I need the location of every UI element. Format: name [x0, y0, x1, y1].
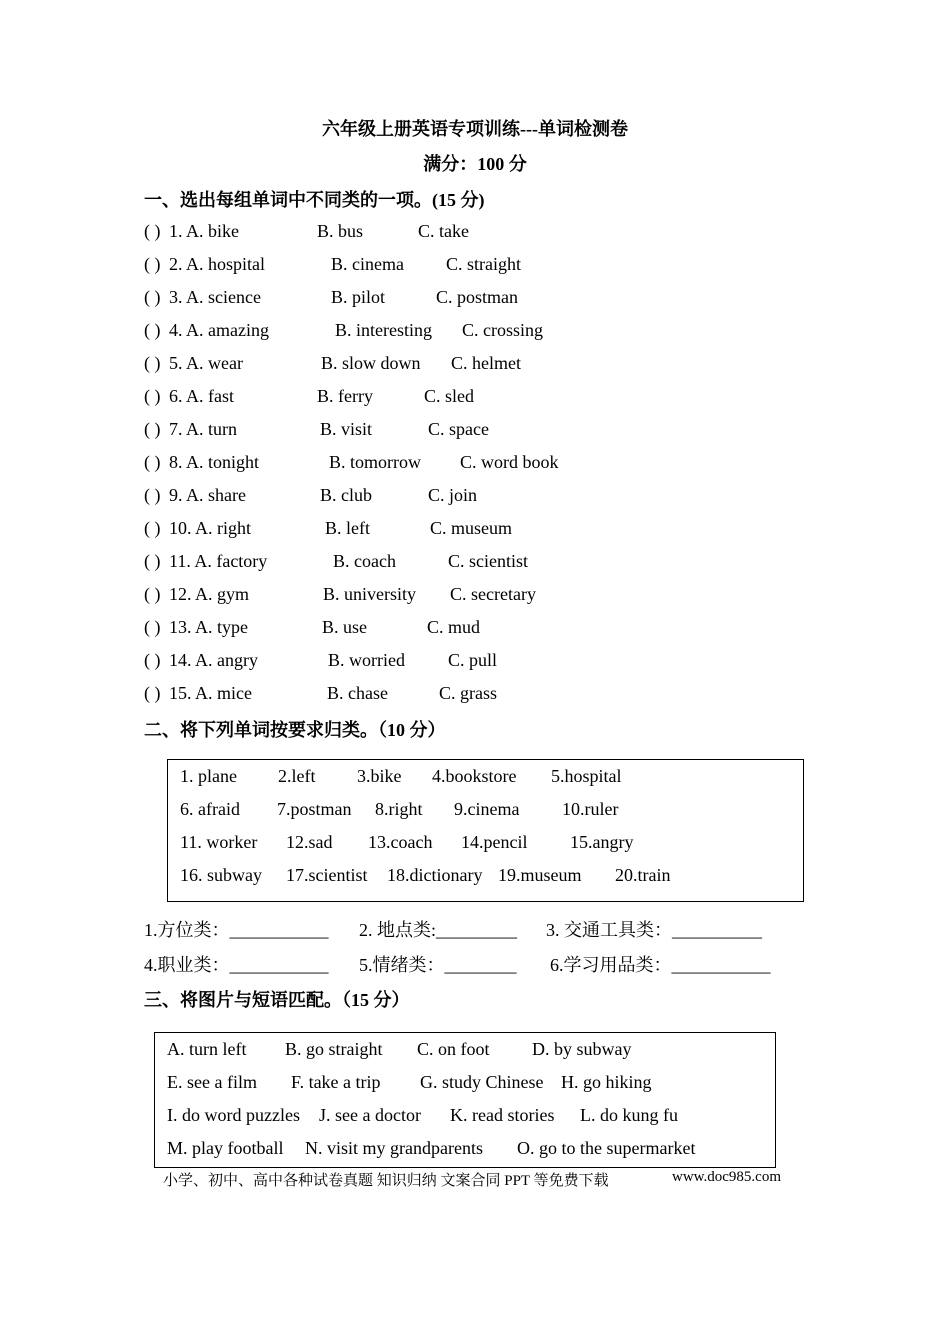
section1-heading: 一、选出每组单词中不同类的一项。(15 分) — [144, 190, 485, 210]
category-blank[interactable]: 5.情绪类：________ — [359, 955, 517, 975]
word-item: 17.scientist — [286, 865, 368, 885]
option-b: B. ferry — [317, 386, 373, 406]
phrase-item: G. study Chinese — [420, 1072, 544, 1092]
word-item: 7.postman — [277, 799, 352, 819]
option-b: B. visit — [320, 419, 373, 439]
answer-blank[interactable]: ( ) — [144, 650, 161, 670]
option-c: C. pull — [448, 650, 498, 670]
answer-blank[interactable]: ( ) — [144, 254, 161, 274]
option-a: 3. A. science — [169, 287, 261, 307]
answer-blank[interactable]: ( ) — [144, 518, 161, 538]
section2-heading: 二、将下列单词按要求归类。（10 分） — [144, 720, 446, 740]
option-a: 8. A. tonight — [169, 452, 260, 472]
answer-blank[interactable]: ( ) — [144, 320, 161, 340]
option-b: B. interesting — [335, 320, 432, 340]
word-bank-box — [167, 759, 804, 902]
phrase-item: M. play football — [167, 1138, 284, 1158]
option-c: C. postman — [436, 287, 519, 307]
option-a: 6. A. fast — [169, 386, 234, 406]
answer-blank[interactable]: ( ) — [144, 287, 161, 307]
option-b: B. bus — [317, 221, 364, 241]
option-c: C. sled — [424, 386, 475, 406]
option-b: B. slow down — [321, 353, 421, 373]
option-b: B. club — [320, 485, 372, 505]
option-b: B. chase — [327, 683, 388, 703]
category-blank[interactable]: 2. 地点类:_________ — [359, 920, 518, 940]
word-item: 12.sad — [286, 832, 333, 852]
section3-heading: 三、将图片与短语匹配。（15 分） — [144, 990, 410, 1010]
option-a: 2. A. hospital — [169, 254, 266, 274]
option-c: C. word book — [460, 452, 559, 472]
word-item: 5.hospital — [551, 766, 622, 786]
word-item: 16. subway — [180, 865, 262, 885]
option-b: B. university — [323, 584, 416, 604]
option-c: C. crossing — [462, 320, 543, 340]
answer-blank[interactable]: ( ) — [144, 452, 161, 472]
phrase-item: O. go to the supermarket — [517, 1138, 696, 1158]
option-b: B. use — [322, 617, 367, 637]
option-c: C. helmet — [451, 353, 521, 373]
option-a: 12. A. gym — [169, 584, 250, 604]
option-a: 15. A. mice — [169, 683, 252, 703]
phrase-item: K. read stories — [450, 1105, 555, 1125]
category-blank[interactable]: 3. 交通工具类：__________ — [546, 920, 762, 940]
word-item: 13.coach — [368, 832, 433, 852]
word-item: 20.train — [615, 865, 671, 885]
phrase-box — [154, 1032, 776, 1168]
answer-blank[interactable]: ( ) — [144, 617, 161, 637]
option-c: C. secretary — [450, 584, 536, 604]
answer-blank[interactable]: ( ) — [144, 353, 161, 373]
option-b: B. cinema — [331, 254, 404, 274]
phrase-item: N. visit my grandparents — [305, 1138, 483, 1158]
option-a: 13. A. type — [169, 617, 248, 637]
option-a: 5. A. wear — [169, 353, 243, 373]
answer-blank[interactable]: ( ) — [144, 221, 161, 241]
option-a: 9. A. share — [169, 485, 246, 505]
option-c: C. scientist — [448, 551, 528, 571]
option-b: B. coach — [333, 551, 396, 571]
option-a: 1. A. bike — [169, 221, 239, 241]
category-blank[interactable]: 4.职业类：___________ — [144, 955, 329, 975]
option-c: C. grass — [439, 683, 497, 703]
option-a: 11. A. factory — [169, 551, 268, 571]
word-item: 8.right — [375, 799, 423, 819]
option-c: C. join — [428, 485, 478, 505]
option-a: 14. A. angry — [169, 650, 258, 670]
option-b: B. pilot — [331, 287, 386, 307]
option-c: C. museum — [430, 518, 513, 538]
answer-blank[interactable]: ( ) — [144, 419, 161, 439]
word-item: 2.left — [278, 766, 316, 786]
option-c: C. mud — [427, 617, 481, 637]
phrase-item: A. turn left — [167, 1039, 247, 1059]
word-item: 4.bookstore — [432, 766, 517, 786]
page-title: 六年级上册英语专项训练---单词检测卷 — [322, 119, 628, 139]
phrase-item: L. do kung fu — [580, 1105, 678, 1125]
word-item: 19.museum — [498, 865, 582, 885]
answer-blank[interactable]: ( ) — [144, 683, 161, 703]
option-a: 7. A. turn — [169, 419, 238, 439]
full-score: 满分：100 分 — [423, 154, 527, 174]
word-item: 9.cinema — [454, 799, 520, 819]
option-b: B. tomorrow — [329, 452, 421, 472]
phrase-item: B. go straight — [285, 1039, 383, 1059]
category-blank[interactable]: 6.学习用品类：___________ — [550, 955, 771, 975]
phrase-item: E. see a film — [167, 1072, 257, 1092]
option-c: C. straight — [446, 254, 521, 274]
word-item: 11. worker — [180, 832, 258, 852]
phrase-item: C. on foot — [417, 1039, 490, 1059]
word-item: 6. afraid — [180, 799, 240, 819]
word-item: 1. plane — [180, 766, 237, 786]
footer-url: www.doc985.com — [672, 1169, 782, 1185]
answer-blank[interactable]: ( ) — [144, 584, 161, 604]
phrase-item: H. go hiking — [561, 1072, 652, 1092]
option-b: B. worried — [328, 650, 405, 670]
phrase-item: I. do word puzzles — [167, 1105, 300, 1125]
word-item: 3.bike — [357, 766, 402, 786]
option-b: B. left — [325, 518, 370, 538]
answer-blank[interactable]: ( ) — [144, 485, 161, 505]
answer-blank[interactable]: ( ) — [144, 551, 161, 571]
option-c: C. take — [418, 221, 469, 241]
option-a: 4. A. amazing — [169, 320, 269, 340]
answer-blank[interactable]: ( ) — [144, 386, 161, 406]
phrase-item: D. by subway — [532, 1039, 632, 1059]
option-c: C. space — [428, 419, 489, 439]
phrase-item: J. see a doctor — [319, 1105, 421, 1125]
word-item: 14.pencil — [461, 832, 528, 852]
option-a: 10. A. right — [169, 518, 252, 538]
category-blank[interactable]: 1.方位类：___________ — [144, 920, 329, 940]
word-item: 15.angry — [570, 832, 634, 852]
footer-text: 小学、初中、高中各种试卷真题 知识归纳 文案合同 PPT 等免费下载 — [163, 1173, 609, 1189]
word-item: 18.dictionary — [387, 865, 483, 885]
phrase-item: F. take a trip — [291, 1072, 381, 1092]
word-item: 10.ruler — [562, 799, 619, 819]
